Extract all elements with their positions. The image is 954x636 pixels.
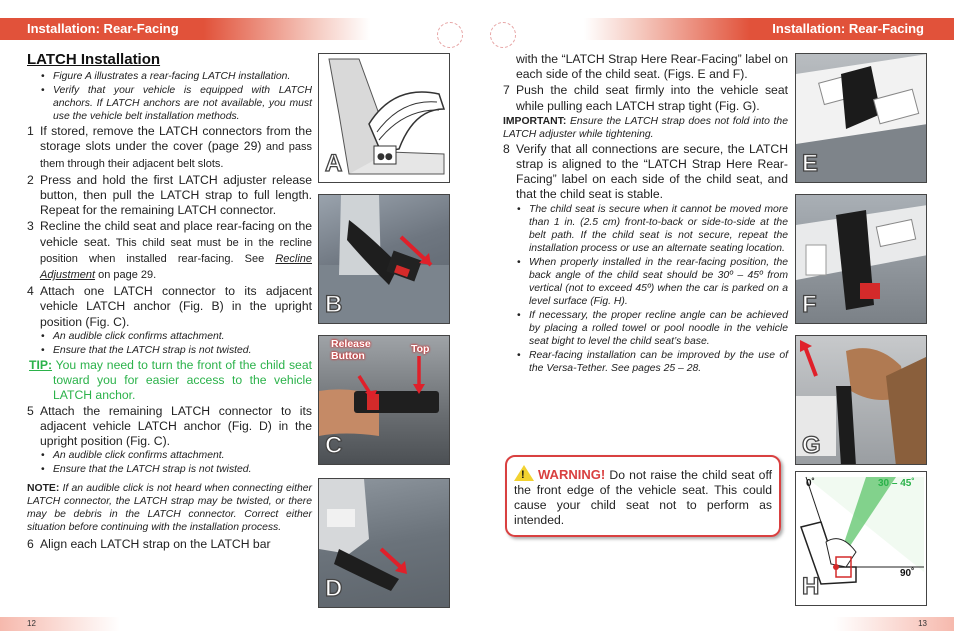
figure-c-label: C [325,432,343,459]
figure-f-label: F [802,291,817,318]
step-5-bullet: • Ensure that the LATCH strap is not twisted. [27,463,312,476]
step-8-bullet: • Rear-facing installation can be improved by the use of the Versa-Tether. See pages 25 – 28. [503,349,788,375]
step-6: 6 Align each LATCH strap on the LATCH bar [27,537,271,552]
recline-adjustment-link[interactable]: Recline Adjustment [40,252,312,282]
figure-h-label: H [802,573,820,600]
figure-f [795,194,927,324]
figure-h [795,471,927,606]
step-5: 5 Attach the remaining LATCH connector to its adjacent vehicle LATCH anchor (Fig. D) in the upright position (Fig. C). [27,403,312,449]
warning-box [505,455,781,537]
figure-d [318,478,450,608]
figure-e-label: E [802,150,819,177]
figure-a-label: A [325,150,343,177]
angle-0-label: 0˚ [806,478,815,489]
figure-d-label: D [325,575,343,602]
left-page-number: 12 [0,617,120,631]
svg-text:●●: ●● [377,152,393,162]
step-1: 1 If stored, remove the LATCH connectors from the storage slots under the cover (page 29) and pass them through their adjacent belt slots. [27,124,312,170]
step-5-bullet: • An audible click confirms attachment. [27,449,312,462]
right-header: Installation: Rear-Facing [584,18,954,40]
figure-b [318,194,450,324]
warning-text: Do not raise the child seat off the front edge of the vehicle seat. This could cause your child seat not to perform as intended. [514,468,772,527]
step-4: 4 Attach one LATCH connector to its adjacent vehicle LATCH anchor (Fig. B) in the upright position (Fig. C). [27,284,312,329]
step-2: 2 Press and hold the first LATCH adjuster release button, then pull the LATCH strap to full length. Repeat for the remaining LATCH connector. [27,172,312,218]
release-button-label: Release Button [331,338,371,362]
right-page [477,0,954,636]
step-7: 7 Push the child seat firmly into the vehicle seat while pulling each LATCH strap tight (Fig. G). [503,83,788,113]
registration-mark [437,22,463,48]
step-4-bullet: • Ensure that the LATCH strap is not twisted. [27,344,312,357]
step-8: 8 Verify that all connections are secure, the LATCH strap is aligned to the “LATCH Strap Here Rear-Facing” label on each side of the child seat, and that the child seat is stable. [503,141,788,202]
tip: TIP: You may need to turn the front of the child seat toward you for easier access to the vehicle LATCH anchor. [29,357,312,402]
step-3: 3 Recline the child seat and place rear-facing on the vehicle seat. This child seat must be in the recline position when installed rear-facing. See Recline Adjustment on page 29. [27,219,312,282]
intro-bullet: • Verify that your vehicle is equipped with LATCH anchors. If LATCH anchors are not available, you must use the vehicle belt installation methods. [27,84,312,123]
figure-g-label: G [802,432,821,459]
step-6-continued: with the “LATCH Strap Here Rear-Facing” label on each side of the child seat. (Figs. E and F). [516,52,788,82]
step-8-bullet: • The child seat is secure when it cannot be moved more than 1 in. (2.5 cm) front-to-back or side-to-side at the belt path. If the child seat is not secure, repeat the installation process or use an alternate seating location. [503,203,788,255]
figure-a [318,53,450,183]
angle-range-label: 30 – 45˚ [878,478,915,489]
figure-b-label: B [325,291,343,318]
left-header: Installation: Rear-Facing [0,18,370,40]
figure-c [318,335,450,465]
step-4-bullet: • An audible click confirms attachment. [27,330,312,343]
figure-g [795,335,927,465]
note: NOTE: If an audible click is not heard when connecting either LATCH connector, the LATCH strap may be twisted, or there may be debris in the LATCH connector. Correct either situation before continuing with the installation process. [27,483,312,534]
warning-icon: ! [514,465,534,481]
right-page-number: 13 [834,617,954,631]
intro-bullet: • Figure A illustrates a rear-facing LATCH installation. [27,70,312,83]
top-label: Top [411,343,430,355]
angle-90-label: 90˚ [900,568,915,579]
right-text-column [503,51,788,376]
figure-e [795,53,927,183]
warning-label: WARNING! [538,467,606,482]
step-8-bullet: • When properly installed in the rear-facing position, the back angle of the child seat should be 30º – 45º from vertical (not to exceed 45º) when the car is parked on a level surface (Fig. H). [503,256,788,308]
section-title: LATCH Installation [27,51,161,68]
step-8-bullet: • If necessary, the proper recline angle can be achieved by placing a rolled towel or pool noodle in the vehicle seat bight to level the child seat’s base. [503,309,788,348]
left-text-column [27,52,312,553]
important-note: IMPORTANT: Ensure the LATCH strap does not fold into the LATCH adjuster while tightening. [503,115,788,140]
